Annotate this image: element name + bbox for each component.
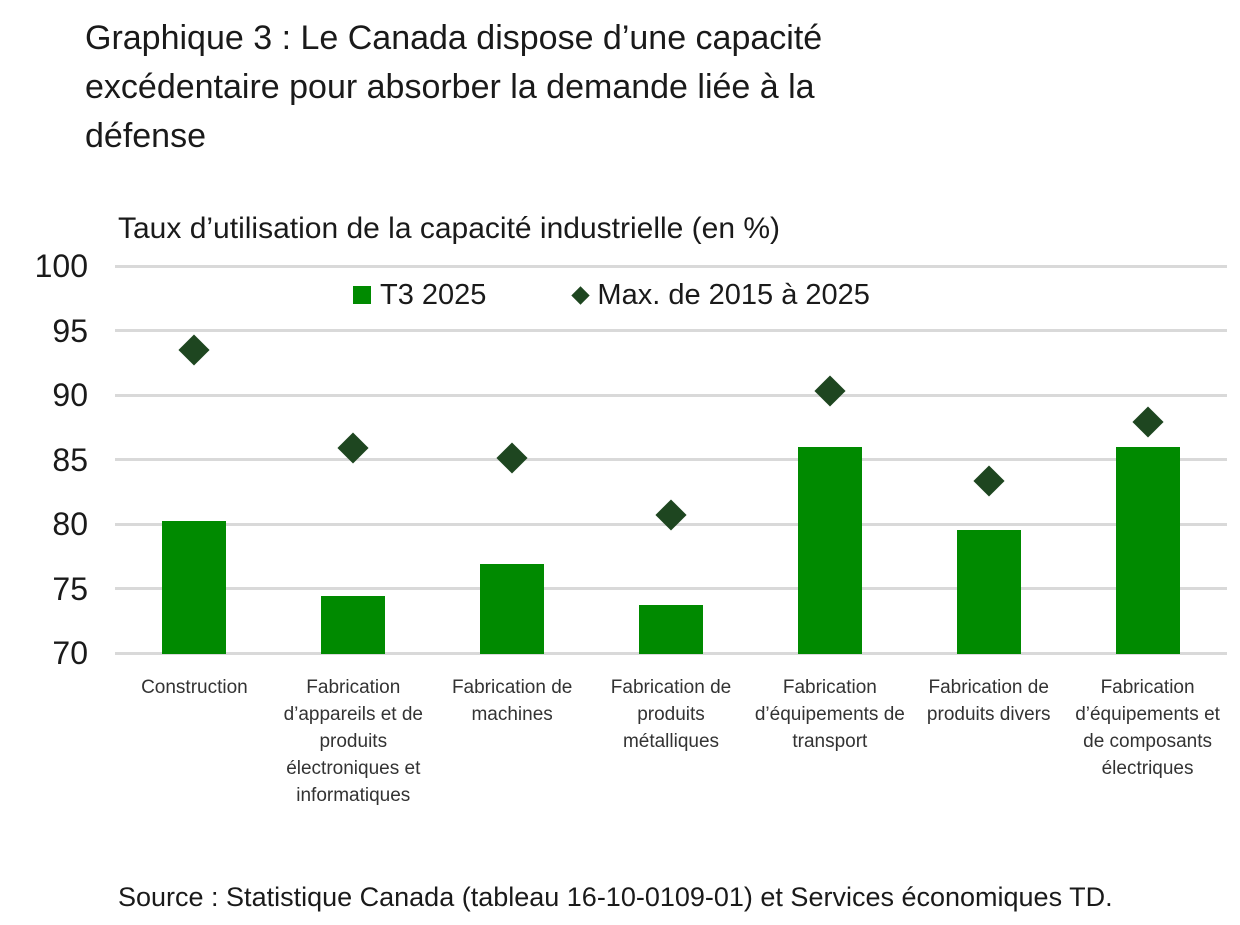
legend-label-bar-series: T3 2025: [380, 278, 487, 311]
bar-4: [798, 447, 862, 655]
bar-3: [639, 605, 703, 654]
bar-2: [480, 564, 544, 655]
max-diamond-icon-3: [655, 499, 686, 530]
bar-1: [321, 596, 385, 654]
bar-5: [957, 530, 1021, 654]
y-axis-label-100: 100: [34, 248, 88, 284]
y-axis-label-70: 70: [52, 635, 88, 671]
y-axis-label-80: 80: [52, 506, 88, 542]
chart-subtitle: Taux d’utilisation de la capacité industrielle (en %): [118, 212, 781, 245]
gridline-90: [115, 394, 1227, 397]
x-axis-label-3: Fabrication de produits métalliques: [610, 677, 732, 752]
x-axis-label-6: Fabrication d’équipements et de composants électriques: [1075, 677, 1220, 779]
y-axis-label-95: 95: [52, 312, 88, 349]
max-diamond-icon-4: [814, 376, 845, 407]
x-axis-label-2: Fabrication de machines: [451, 677, 573, 725]
gridline-85: [115, 458, 1227, 461]
y-axis-label-75: 75: [52, 570, 88, 607]
bar-0: [162, 521, 226, 654]
gridline-95: [115, 329, 1227, 332]
gridline-75: [115, 587, 1227, 590]
x-axis-label-0: Construction: [141, 677, 248, 698]
source-note: Source : Statistique Canada (tableau 16-10-0109-01) et Services économiques TD.: [118, 882, 1113, 912]
legend-label-diamond-series: Max. de 2015 à 2025: [597, 278, 870, 311]
y-axis-label-90: 90: [52, 377, 88, 413]
max-diamond-icon-0: [179, 334, 210, 365]
figure-title: Graphique 3 : Le Canada dispose d’une capacité excédentaire pour absorber la demande liée à la défense: [85, 19, 823, 155]
x-axis-label-1: Fabrication d’appareils et de produits électroniques et informatiques: [283, 677, 423, 806]
max-diamond-icon-2: [497, 443, 528, 474]
max-diamond-icon-6: [1132, 407, 1163, 438]
bar-6: [1116, 447, 1180, 655]
max-diamond-icon-5: [973, 466, 1004, 497]
gridline-100: [115, 265, 1227, 268]
x-axis-label-5: Fabrication de produits divers: [926, 677, 1051, 725]
x-axis-label-4: Fabrication d’équipements de transport: [754, 677, 905, 752]
y-axis-label-85: 85: [52, 441, 88, 478]
